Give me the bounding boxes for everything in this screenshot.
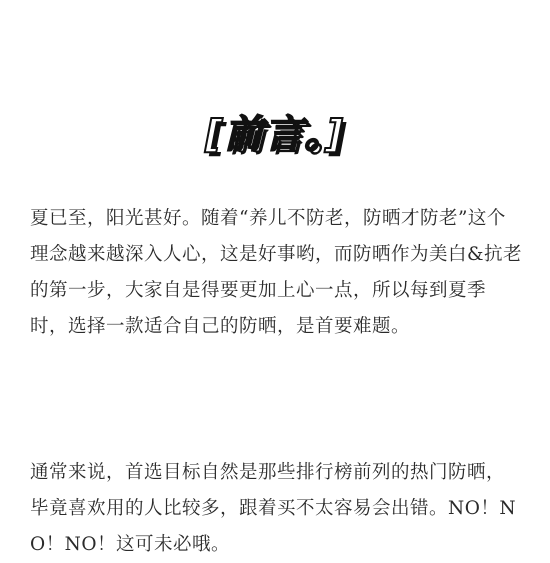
paragraph-text: 通常来说，首选目标自然是那些排行榜前列的热门防晒，毕竟喜欢用的人比较多，跟着买不太容易会出错。NO！NO！NO！这可未必哦。 [30, 462, 517, 555]
paragraph-text: 夏已至，阳光甚好。随着“养儿不防老，防晒才防老”这个理念越来越深入人心，这是好事哟，而防晒作为美白&抗老的第一步，大家自是得要更加上心一点，所以每到夏季时，选择一款适合自己的防晒，是首要难题。 [30, 208, 522, 337]
section-heading: [前言。] [205, 112, 345, 156]
paragraph-intro [30, 201, 522, 345]
paragraph-second [30, 455, 522, 563]
